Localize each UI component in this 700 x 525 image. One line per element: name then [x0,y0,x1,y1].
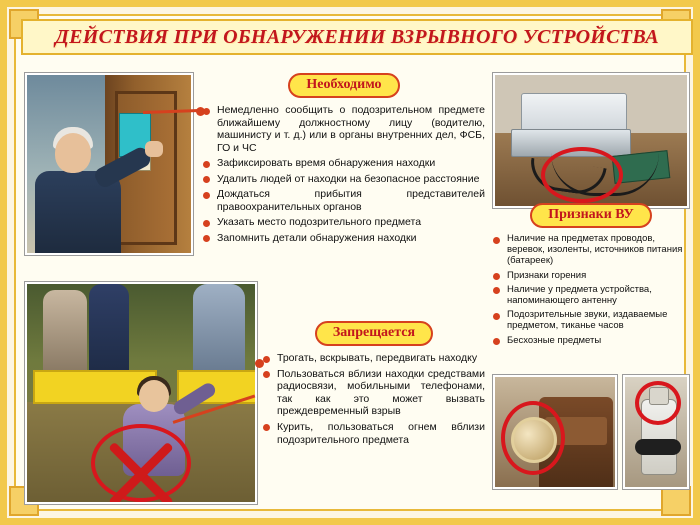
photo-man-pointing-at-device-on-door [25,73,193,255]
photo1-person-hand [145,141,163,157]
photo2-highlight-circle [541,147,623,203]
list-item: Признаки горения [493,270,689,281]
section-signs-heading-wrap [493,203,689,228]
list-item: Указать место подозрительного предмета [203,216,485,229]
section-forbidden-heading: Запрещается [315,321,433,346]
section-required-list [203,104,485,244]
page-title: ДЕЙСТВИЯ ПРИ ОБНАРУЖЕНИИ ВЗРЫВНОГО УСТРОЙСТВА [55,25,659,48]
photo-suspicious-device [623,375,689,489]
list-item: Наличие у предмета устройства, напоминающего антенну [493,284,689,306]
section-required-heading: Необходимо [288,73,399,98]
photo-printer-with-wires [493,73,689,208]
leader-dot-forbidden [255,359,264,368]
list-item: Пользоваться вблизи находки средствами радиосвязи, мобильными телефонами, так как это может вызвать преждевременный взрыв [263,368,485,418]
section-required [203,73,485,247]
list-item: Немедленно сообщить о подозрительном предмете ближайшему должностному лицу (водителю, машинисту и т. д.) или в органы внутренних дел, ФСБ, ГО и ЧС [203,104,485,154]
page-title-bar [21,19,693,55]
list-item: Удалить людей от находки на безопасное расстояние [203,173,485,186]
section-forbidden-heading-wrap [263,321,485,346]
section-forbidden-list [263,352,485,446]
photo-watch-and-leather-bag [493,375,617,489]
list-item: Зафиксировать время обнаружения находки [203,157,485,170]
section-required-heading-wrap [203,73,485,98]
list-item: Трогать, вскрывать, передвигать находку [263,352,485,365]
photo4-highlight-circle [501,401,565,475]
photo-woman-crouching-in-crowd [25,282,257,504]
photo3-forbidden-cross-icon [99,432,183,504]
list-item: Наличие на предметах проводов, веревок, изоленты, источников питания (батареек) [493,233,689,267]
leader-dot-required [196,107,205,116]
list-item: Подозрительные звуки, издаваемые предметом, тиканье часов [493,309,689,331]
photo1-person-head [55,133,91,173]
section-forbidden [263,321,485,449]
corner-ornament-bottom-right [661,486,691,516]
list-item: Бесхозные предметы [493,335,689,346]
photo5-device-band [635,439,681,455]
section-signs-list [493,233,689,346]
list-item: Запомнить детали обнаружения находки [203,232,485,245]
photo3-woman-head [139,380,169,412]
list-item: Курить, пользоваться огнем вблизи подозрительного предмета [263,421,485,446]
photo3-bystander-middle [89,284,129,380]
section-signs-heading: Признаки ВУ [530,203,652,228]
list-item: Дождаться прибытия представителей правоохранительных органов [203,188,485,213]
photo5-highlight-circle [635,381,681,425]
section-signs [493,203,689,349]
